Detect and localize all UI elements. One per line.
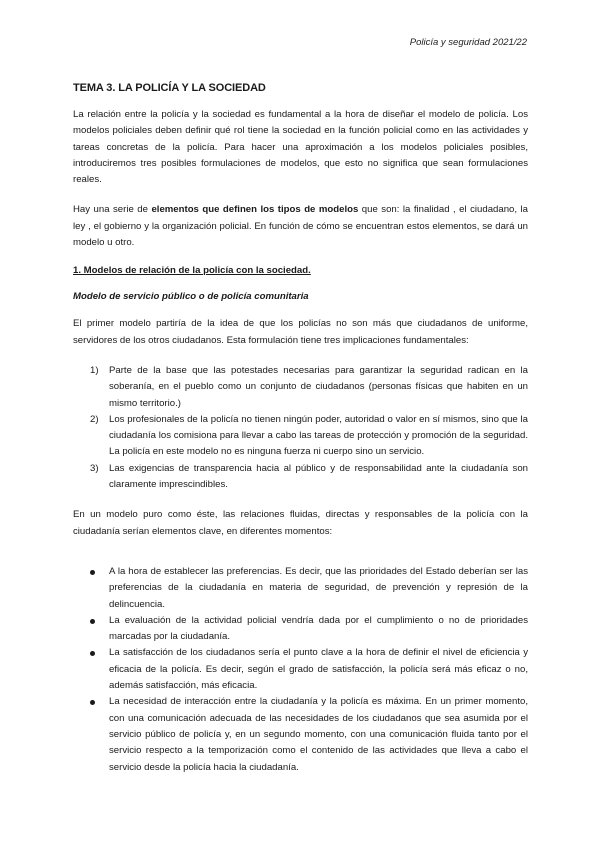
list-item <box>73 363 528 412</box>
moments-list <box>73 564 528 776</box>
list-item-text: Las exigencias de transparencia hacia al público y de responsabilidad ante la ciudadanía son claramente imprescindibles. <box>109 462 528 491</box>
bullet-icon <box>90 700 95 705</box>
pure-model-paragraph: En un modelo puro como éste, las relaciones fluidas, directas y responsables de la policía con la ciudadanía serían elementos clave, en diferentes momentos: <box>73 509 528 537</box>
list-item-text: La necesidad de interacción entre la ciudadanía y la policía es máxima. En un primer momento, con una comunicación adecuada de las necesidades de los ciudadanos que sea asumida por el servicio público de policía y, en un segundo momento, con una comunicación fluida tanto por el servicio respecto a la temporización como el contenido de las actividades que lleva a cabo el servicio desde la policía hacia la ciudadanía. <box>109 696 528 773</box>
bullet-icon <box>90 619 95 624</box>
list-item <box>73 412 528 461</box>
list-item-text: Los profesionales de la policía no tienen ningún poder, autoridad o valor en sí mismos, sino que la ciudadanía los comisiona para llevar a cabo las tareas de protección y promoción de la seguridad. La policía en este modelo no es ninguna fuerza ni cuerpo sino un servicio. <box>109 413 528 458</box>
elements-text-before: Hay una serie de <box>73 204 152 216</box>
list-item <box>73 694 528 775</box>
document-body <box>73 82 528 776</box>
intro-paragraph: La relación entre la policía y la sociedad es fundamental a la hora de diseñar el modelo de policía. Los modelos policiales deben definir qué rol tiene la sociedad en la función policial como en las actividades y tareas concretas de la policía. Para hacer una aproximación a los modelos policiales posibles, introduciremos tres posibles formulaciones de modelos, que esto no significa que sean formulaciones reales. <box>73 109 528 186</box>
list-number: 3) <box>90 462 99 474</box>
elements-text-after: que son: la finalidad , el ciudadano, la ley , el gobierno y la organización policial. En función de cómo se encuentran estos elementos, se dará un modelo u otro. <box>73 204 528 249</box>
implications-list <box>73 363 528 493</box>
list-item <box>73 613 528 646</box>
bullet-icon <box>90 570 95 575</box>
list-number: 2) <box>90 413 99 425</box>
running-header: Policía y seguridad 2021/22 <box>409 37 527 48</box>
list-item-text: Parte de la base que las potestades necesarias para garantizar la seguridad radican en la soberanía, en el pueblo como un conjunto de ciudadanos (personas físicas que habiten en un mismo territorio.) <box>109 364 528 409</box>
elements-bold-phrase: elementos que definen los tipos de modelos <box>151 204 359 216</box>
list-item-text: La satisfacción de los ciudadanos sería el punto clave a la hora de definir el nivel de eficiencia y eficacia de la policía. Es decir, según el grado de satisfacción, la policía será más eficaz o no, además satisfacción, más eficacia. <box>109 647 528 692</box>
section-heading: 1. Modelos de relación de la policía con la sociedad. <box>73 265 311 277</box>
chapter-title: TEMA 3. LA POLICÍA Y LA SOCIEDAD <box>73 82 266 94</box>
list-item <box>73 461 528 494</box>
bullet-icon <box>90 651 95 656</box>
list-number: 1) <box>90 364 99 376</box>
list-item-text: La evaluación de la actividad policial vendría dada por el cumplimiento o no de prioridades marcadas por la ciudadanía. <box>109 614 528 643</box>
model-intro-paragraph: El primer modelo partiría de la idea de que los policías no son más que ciudadanos de uniforme, servidores de los otros ciudadanos. Esta formulación tiene tres implicaciones fundamentales: <box>73 318 528 346</box>
elements-paragraph <box>73 202 528 251</box>
list-item-text: A la hora de establecer las preferencias. Es decir, que las prioridades del Estado deberían ser las preferencias de la ciudadanía en materia de seguridad, de prevención y represión de la delincuencia. <box>109 565 528 610</box>
list-item <box>73 645 528 694</box>
list-item <box>73 564 528 613</box>
subsection-heading: Modelo de servicio público o de policía comunitaria <box>73 291 309 303</box>
